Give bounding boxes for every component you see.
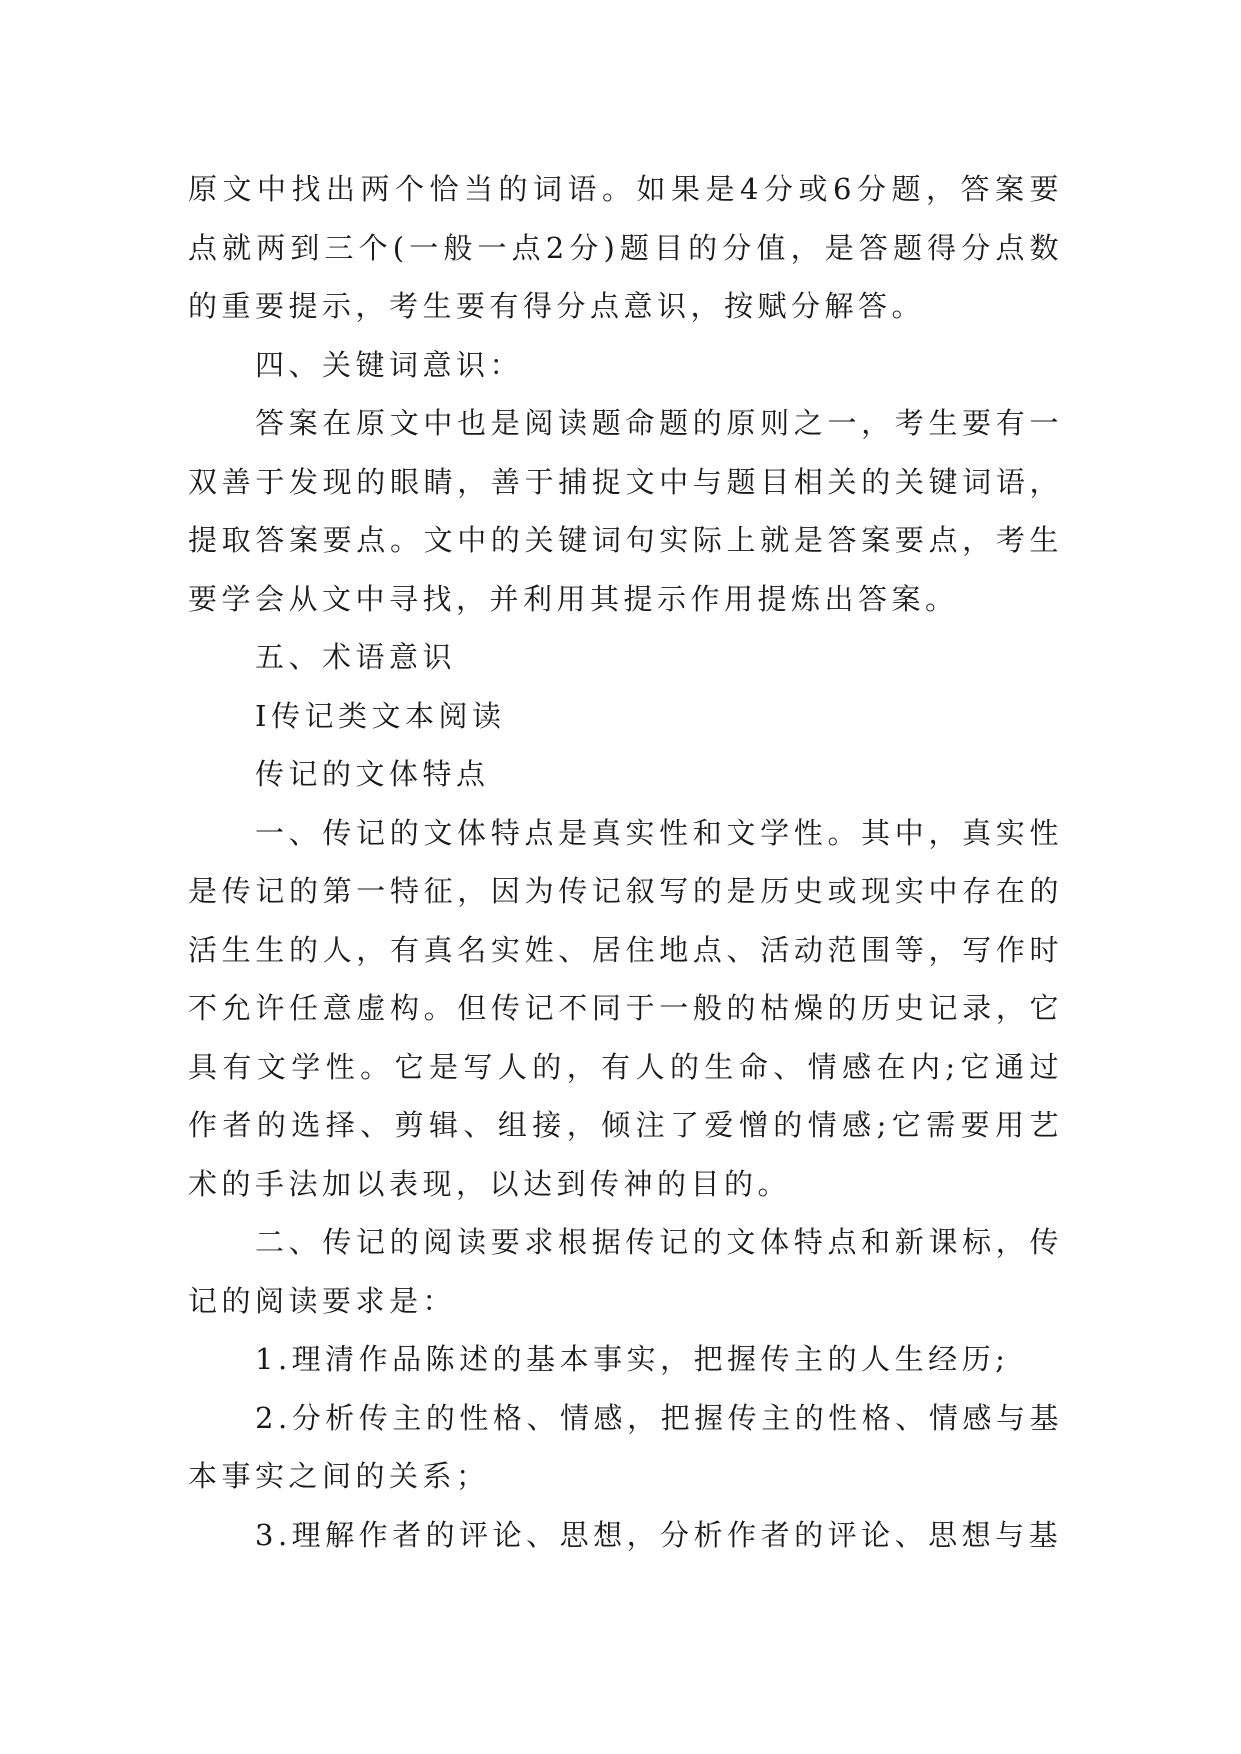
paragraph-continuation: 原文中找出两个恰当的词语。如果是4分或6分题，答案要点就两到三个(一般一点2分)题目的分值，是答题得分点数的重要提示，考生要有得分点意识，按赋分解答。 <box>188 172 1063 323</box>
subheading-features: 传记的文体特点 <box>255 757 490 791</box>
body-text <box>188 160 1063 1564</box>
list-item: 1.理清作品陈述的基本事实，把握传主的人生经历; <box>255 1342 1010 1376</box>
paragraph-features: 一、传记的文体特点是真实性和文学性。其中，真实性是传记的第一特征，因为传记叙写的是历史或现实中存在的活生生的人，有真名实姓、居住地点、活动范围等，写作时不允许任意虚构。但传记不同于一般的枯燥的历史记录，它具有文学性。它是写人的，有人的生命、情感在内;它通过作者的选择、剪辑、组接，倾注了爱憎的情感;它需要用艺术的手法加以表现，以达到传神的目的。 <box>188 815 1063 1201</box>
section-heading-biography: Ⅰ传记类文本阅读 <box>255 698 506 733</box>
list-item: 2.分析传主的性格、情感，把握传主的性格、情感与基本事实之间的关系； <box>188 1400 1063 1493</box>
paragraph-requirements: 二、传记的阅读要求根据传记的文体特点和新课标，传记的阅读要求是： <box>188 1225 1063 1318</box>
section-heading-keyword: 四、关键词意识： <box>255 347 524 382</box>
paragraph-keyword: 答案在原文中也是阅读题命题的原则之一，考生要有一双善于发现的眼睛，善于捕捉文中与题目相关的关键词语，提取答案要点。文中的关键词句实际上就是答案要点，考生要学会从文中寻找，并利用其提示作用提炼出答案。 <box>188 406 1063 616</box>
list-item: 3.理解作者的评论、思想，分析作者的评论、思想与基 <box>255 1517 1063 1552</box>
section-heading-terminology: 五、术语意识 <box>255 640 457 674</box>
